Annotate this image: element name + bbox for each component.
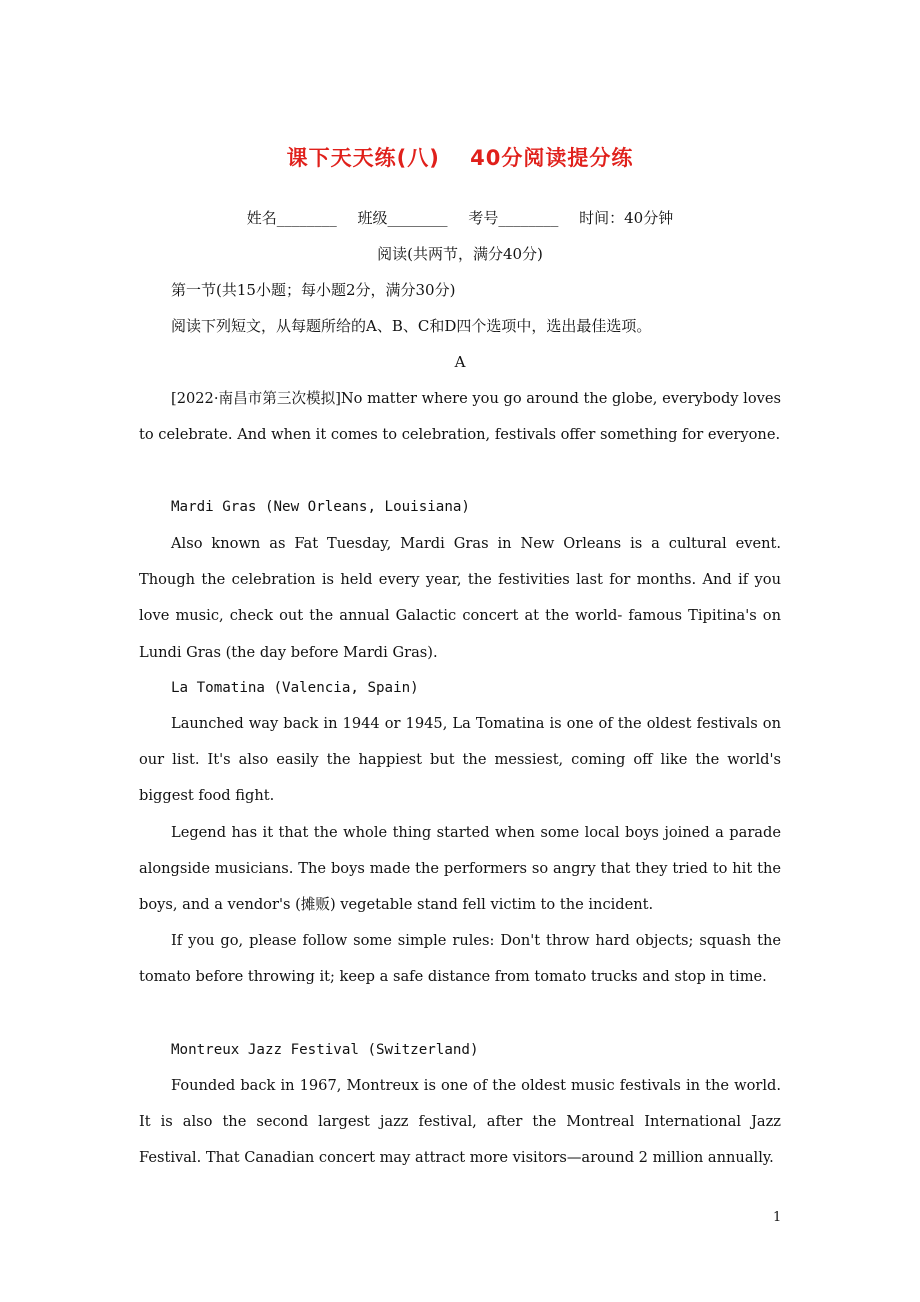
la-tomatina-paragraph-3: If you go, please follow some simple rules: Don't throw hard objects; squash the tomato before throwing it; keep a safe distance from tomato trucks and stop in time. bbox=[139, 932, 781, 986]
page-number: 1 bbox=[773, 1210, 782, 1225]
passage-label: A bbox=[454, 353, 466, 371]
montreux-paragraph: Founded back in 1967, Montreux is one of the oldest music festivals in the world. It is also the second largest jazz festival, after the Montreal International Jazz Festival. That Canadian concert may attract more visitors—around 2 million annually. bbox=[139, 1077, 781, 1167]
time-field: 时间：40分钟 bbox=[579, 209, 674, 227]
mardi-gras-heading: Mardi Gras (New Orleans, Louisiana) bbox=[171, 499, 470, 515]
intro-paragraph: [2022·南昌市第三次模拟]No matter where you go around the globe, everybody loves to celebrate. And when it comes to celebration, festivals offer something for everyone. bbox=[139, 390, 781, 444]
student-info-row bbox=[0, 200, 920, 236]
part-one-heading: 第一节(共15小题；每小题2分，满分30分) bbox=[171, 281, 456, 299]
montreux-heading: Montreux Jazz Festival (Switzerland) bbox=[171, 1042, 479, 1058]
page-title: 课下天天练(八) 40分阅读提分练 bbox=[286, 146, 634, 170]
name-field: 姓名________ bbox=[246, 209, 337, 227]
id-field: 考号________ bbox=[468, 209, 559, 227]
reading-section-title: 阅读(共两节，满分40分) bbox=[377, 245, 543, 263]
la-tomatina-paragraph-2: Legend has it that the whole thing started when some local boys joined a parade alongside musicians. The boys made the performers so angry that they tried to hit the boys, and a vendor's (摊贩) vegetable stand fell victim to the incident. bbox=[139, 824, 781, 914]
la-tomatina-heading: La Tomatina (Valencia, Spain) bbox=[171, 680, 419, 696]
la-tomatina-paragraph-1: Launched way back in 1944 or 1945, La Tomatina is one of the oldest festivals on our list. It's also easily the happiest but the messiest, coming off like the world's biggest food fight. bbox=[139, 715, 781, 805]
instructions: 阅读下列短文，从每题所给的A、B、C和D四个选项中，选出最佳选项。 bbox=[171, 317, 652, 335]
class-field: 班级________ bbox=[357, 209, 448, 227]
mardi-gras-paragraph: Also known as Fat Tuesday, Mardi Gras in New Orleans is a cultural event. Though the celebration is held every year, the festivities last for months. And if you love music, check out the annual Galactic concert at the world- famous Tipitina's on Lundi Gras (the day before Mardi Gras). bbox=[139, 535, 781, 661]
